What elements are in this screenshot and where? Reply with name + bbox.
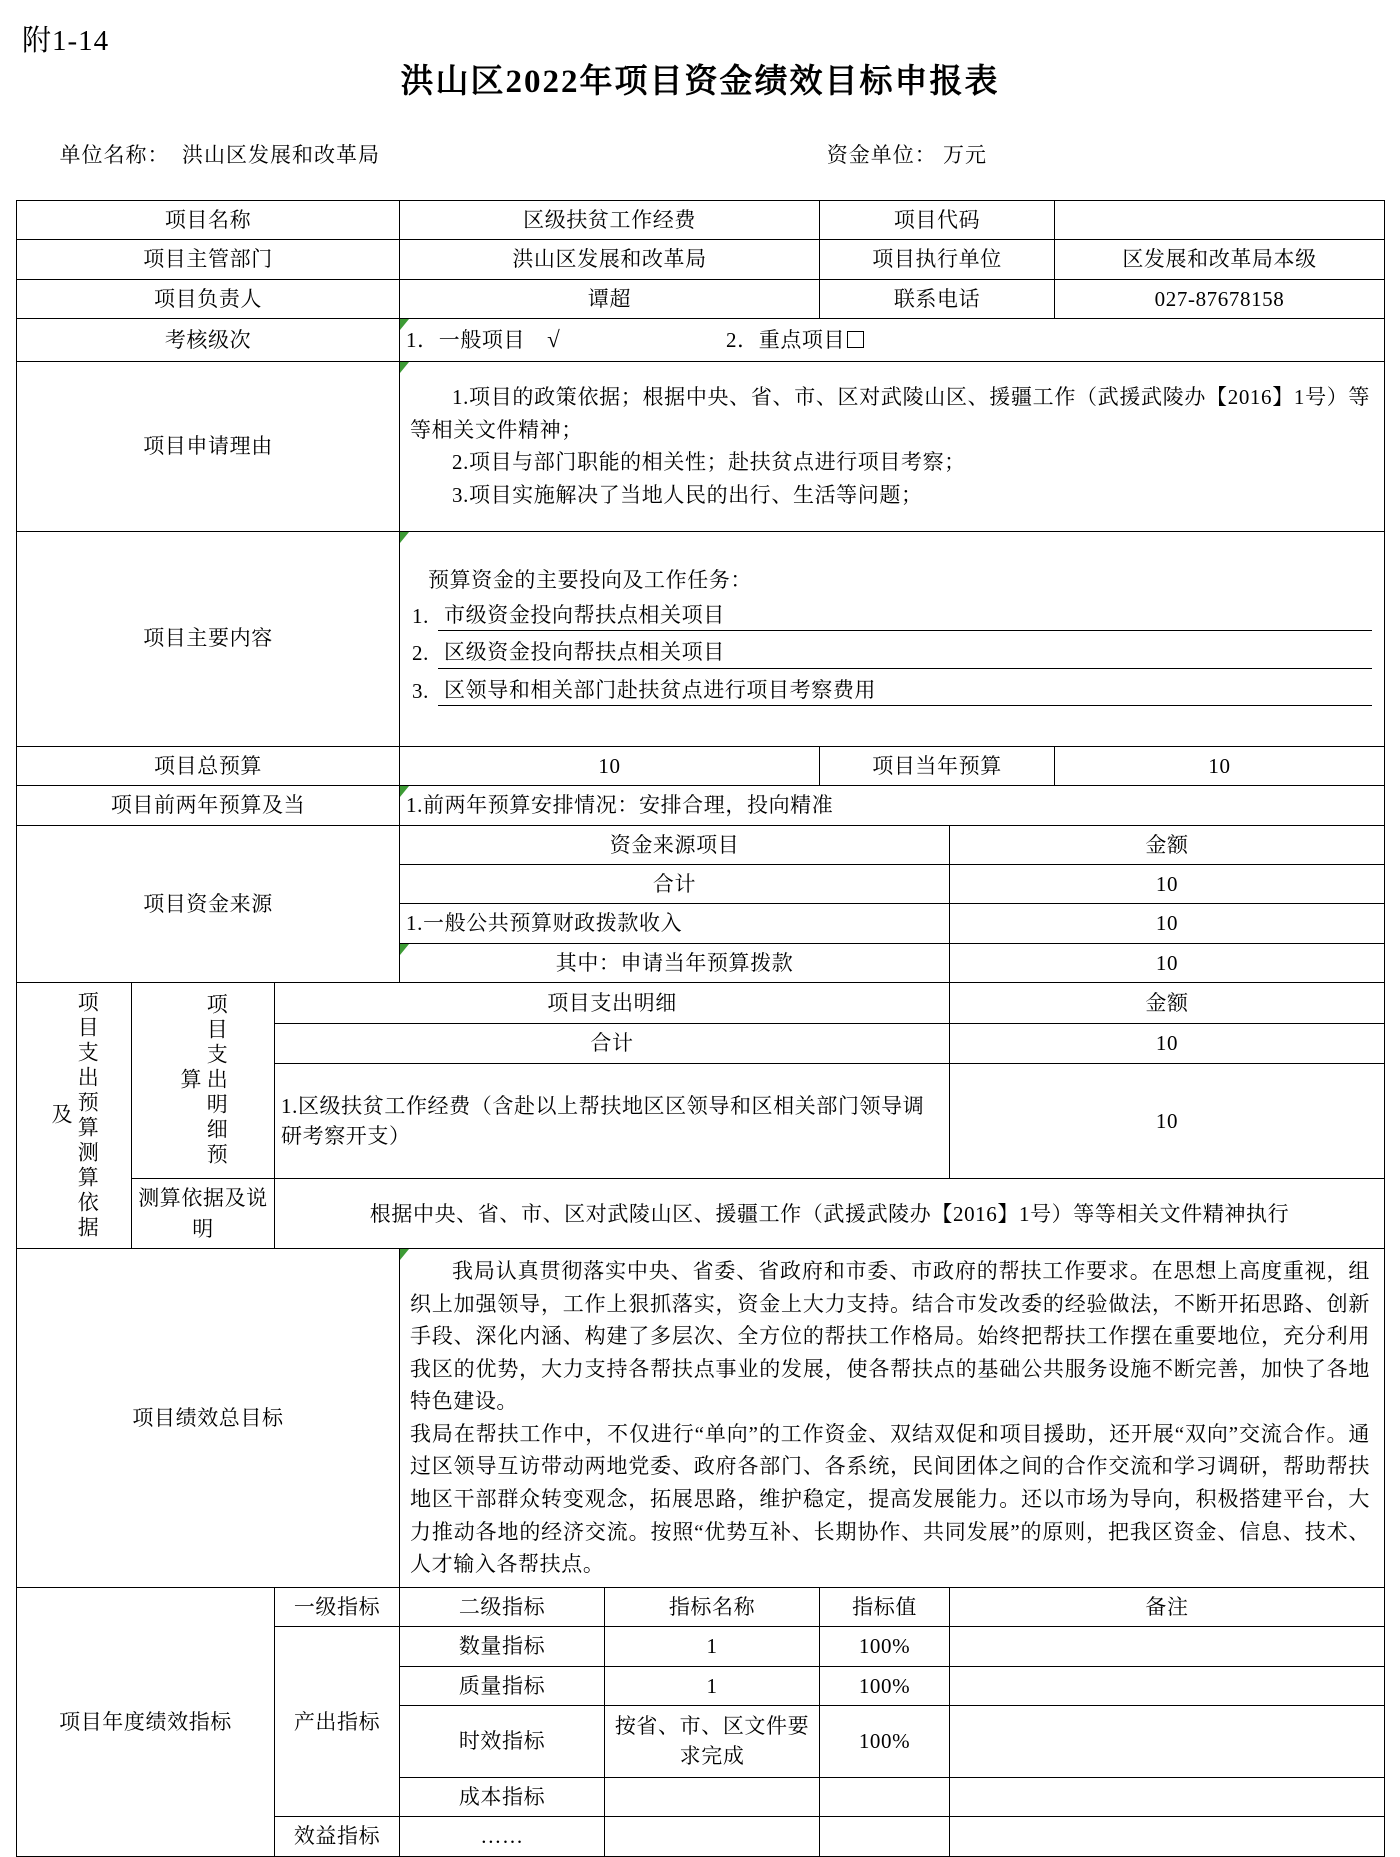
main-content-item-1-num: 1. [412, 603, 429, 628]
contact-phone-label: 联系电话 [820, 279, 1055, 318]
table-row [17, 1249, 1385, 1587]
current-year-budget-value: 10 [1055, 746, 1385, 785]
main-content-item-3-text: 区领导和相关部门赴扶贫点进行项目考察费用 [438, 675, 1372, 706]
list-item [412, 675, 1372, 706]
indicator-row-3-level2: 成本指标 [400, 1777, 605, 1816]
indicator-row-1-name: 1 [605, 1666, 820, 1705]
page-title: 洪山区2022年项目资金绩效目标申报表 [400, 64, 1000, 100]
overall-goal-label: 项目绩效总目标 [17, 1249, 400, 1587]
prev-two-years-label: 项目前两年预算及当 [17, 786, 400, 825]
expenditure-row-1-item: 1.区级扶贫工作经费（含赴以上帮扶地区区领导和区相关部门领导调研考察开支） [275, 1064, 950, 1179]
expenditure-outer-label: 项目支出预算测算依据及 [17, 983, 132, 1249]
expenditure-row-0-item: 合计 [275, 1023, 950, 1064]
funding-source-row-0-amount: 10 [950, 864, 1385, 903]
checkbox-icon[interactable] [847, 331, 864, 348]
list-item [412, 637, 1372, 668]
overall-goal-paragraph-1: 我局认真贯彻落实中央、省委、省政府和市委、市政府的帮扶工作要求。在思想上高度重视，组织上加强领导，工作上狠抓落实，资金上大力支持。结合市发改委的经验做法，不断开拓思路、创新手段、深化内涵、构建了多层次、全方位的帮扶工作格局。始终把帮扶工作摆在重要地位，充分利用我区的优势，大力支持各帮扶点事业的发展，使各帮扶点的基础公共服务设施不断完善，加快了各地特色建设。 [410, 1259, 1371, 1414]
supervising-dept-value: 洪山区发展和改革局 [400, 240, 820, 279]
unit-name-field [22, 114, 380, 194]
currency-unit-value: 万元 [943, 143, 987, 167]
indicator-row-1-value: 100% [820, 1666, 950, 1705]
reason-line-3: 3.项目实施解决了当地人民的出行、生活等问题； [452, 482, 923, 507]
main-content-item-3-num: 3. [412, 678, 429, 703]
funding-source-label: 项目资金来源 [17, 825, 400, 983]
funding-source-row-0-item: 合计 [400, 864, 950, 903]
main-content-heading: 预算资金的主要投向及工作任务： [428, 568, 753, 593]
unit-name-value: 洪山区发展和改革局 [182, 143, 380, 167]
prev-two-years-value: 1.前两年预算安排情况：安排合理，投向精准 [400, 786, 1385, 825]
indicator-row-4-value [820, 1817, 950, 1856]
funding-source-row-1-amount: 10 [950, 904, 1385, 943]
indicator-row-0-remark [950, 1627, 1385, 1666]
attachment-number: 附1-14 [22, 25, 110, 57]
assessment-level-options [400, 319, 1385, 361]
indicator-row-0-value: 100% [820, 1627, 950, 1666]
table-row [17, 746, 1385, 785]
table-row [17, 825, 1385, 864]
funding-source-row-2-item: 其中：申请当年预算拨款 [400, 943, 950, 982]
table-row [17, 240, 1385, 279]
overall-goal-paragraph-2: 我局在帮扶工作中，不仅进行“单向”的工作资金、双结双促和项目援助，还开展“双向”交流合作。通过区领导互访带动两地党委、政府各部门、各系统，民间团体之间的合作交流和学习调研，帮助帮扶地区干部群众转变观念，拓展思路，维护稳定，提高发展能力。还以市场为导向，积极搭建平台，大力推动各地的经济交流。按照“优势互补、长期协作、共同发展”的原则，把我区资金、信息、技术、人才输入各帮扶点。 [410, 1421, 1371, 1577]
calculation-basis-text: 根据中央、省、市、区对武陵山区、援疆工作（武援武陵办【2016】1号）等等相关文件精神执行 [275, 1179, 1385, 1249]
assessment-level-label: 考核级次 [17, 319, 400, 361]
project-owner-value: 谭超 [400, 279, 820, 318]
project-code-value [1055, 201, 1385, 240]
annual-indicators-label: 项目年度绩效指标 [17, 1587, 275, 1856]
declaration-table [16, 200, 1385, 1857]
indicator-row-2-remark [950, 1705, 1385, 1777]
project-name-value: 区级扶贫工作经费 [400, 201, 820, 240]
table-row [17, 786, 1385, 825]
assessment-option-general-label: 1．一般项目 [406, 328, 526, 353]
funding-source-col-amount: 金额 [950, 825, 1385, 864]
assessment-option-key[interactable] [726, 325, 864, 355]
indicator-row-2-level2: 时效指标 [400, 1705, 605, 1777]
supervising-dept-label: 项目主管部门 [17, 240, 400, 279]
expenditure-inner-label: 项目支出明细预算 [132, 983, 275, 1179]
indicator-row-2-name: 按省、市、区文件要求完成 [605, 1705, 820, 1777]
table-row [17, 319, 1385, 361]
funding-source-row-2-amount: 10 [950, 943, 1385, 982]
assessment-option-key-label: 2．重点项目 [726, 327, 846, 352]
total-budget-label: 项目总预算 [17, 746, 400, 785]
indicator-header-level1: 一级指标 [275, 1587, 400, 1626]
unit-name-label: 单位名称： [59, 143, 170, 167]
expenditure-col-item: 项目支出明细 [275, 983, 950, 1024]
indicator-row-0-name: 1 [605, 1627, 820, 1666]
table-row [17, 531, 1385, 746]
executing-unit-value: 区发展和改革局本级 [1055, 240, 1385, 279]
main-content-label: 项目主要内容 [17, 531, 400, 746]
total-budget-value: 10 [400, 746, 820, 785]
indicator-group-benefit: 效益指标 [275, 1817, 400, 1856]
indicator-row-4-level2: …… [400, 1817, 605, 1856]
indicator-header-level2: 二级指标 [400, 1587, 605, 1626]
indicator-header-remark: 备注 [950, 1587, 1385, 1626]
overall-goal-value [400, 1249, 1385, 1587]
table-row [17, 201, 1385, 240]
table-row [17, 1587, 1385, 1626]
indicator-header-name: 指标名称 [605, 1587, 820, 1626]
indicator-row-2-value: 100% [820, 1705, 950, 1777]
project-name-label: 项目名称 [17, 201, 400, 240]
table-row [17, 279, 1385, 318]
indicator-row-1-level2: 质量指标 [400, 1666, 605, 1705]
application-reason-label: 项目申请理由 [17, 361, 400, 531]
main-content-item-2-text: 区级资金投向帮扶点相关项目 [438, 637, 1372, 668]
calculation-basis-label: 测算依据及说明 [132, 1179, 275, 1249]
reason-line-1: 1.项目的政策依据；根据中央、省、市、区对武陵山区、援疆工作（武援武陵办【2016】1号）等等相关文件精神； [410, 385, 1371, 442]
reason-line-2: 2.项目与部门职能的相关性；赴扶贫点进行项目考察； [452, 450, 966, 475]
expenditure-col-amount: 金额 [950, 983, 1385, 1024]
indicator-row-1-remark [950, 1666, 1385, 1705]
funding-source-row-1-item: 1.一般公共预算财政拨款收入 [400, 904, 950, 943]
contact-phone-value: 027-87678158 [1055, 279, 1385, 318]
project-owner-label: 项目负责人 [17, 279, 400, 318]
table-row [17, 361, 1385, 531]
indicator-header-value: 指标值 [820, 1587, 950, 1626]
main-content-value [400, 531, 1385, 746]
currency-unit-label: 资金单位： [826, 143, 937, 167]
currency-unit-field [789, 114, 1382, 194]
application-reason-value [400, 361, 1385, 531]
table-row [17, 983, 1385, 1024]
check-icon: √ [547, 327, 561, 353]
main-content-item-2-num: 2. [412, 641, 429, 666]
indicator-row-4-name [605, 1817, 820, 1856]
indicator-row-4-remark [950, 1817, 1385, 1856]
expenditure-row-0-amount: 10 [950, 1023, 1385, 1064]
table-row [17, 1179, 1385, 1249]
executing-unit-label: 项目执行单位 [820, 240, 1055, 279]
assessment-option-general[interactable] [406, 323, 726, 356]
expenditure-row-1-amount: 10 [950, 1064, 1385, 1179]
current-year-budget-label: 项目当年预算 [820, 746, 1055, 785]
project-code-label: 项目代码 [820, 201, 1055, 240]
indicator-group-output: 产出指标 [275, 1627, 400, 1817]
list-item [412, 600, 1372, 631]
main-content-item-1-text: 市级资金投向帮扶点相关项目 [438, 600, 1372, 631]
indicator-row-0-level2: 数量指标 [400, 1627, 605, 1666]
funding-source-col-item: 资金来源项目 [400, 825, 950, 864]
meta-row [0, 112, 1400, 200]
